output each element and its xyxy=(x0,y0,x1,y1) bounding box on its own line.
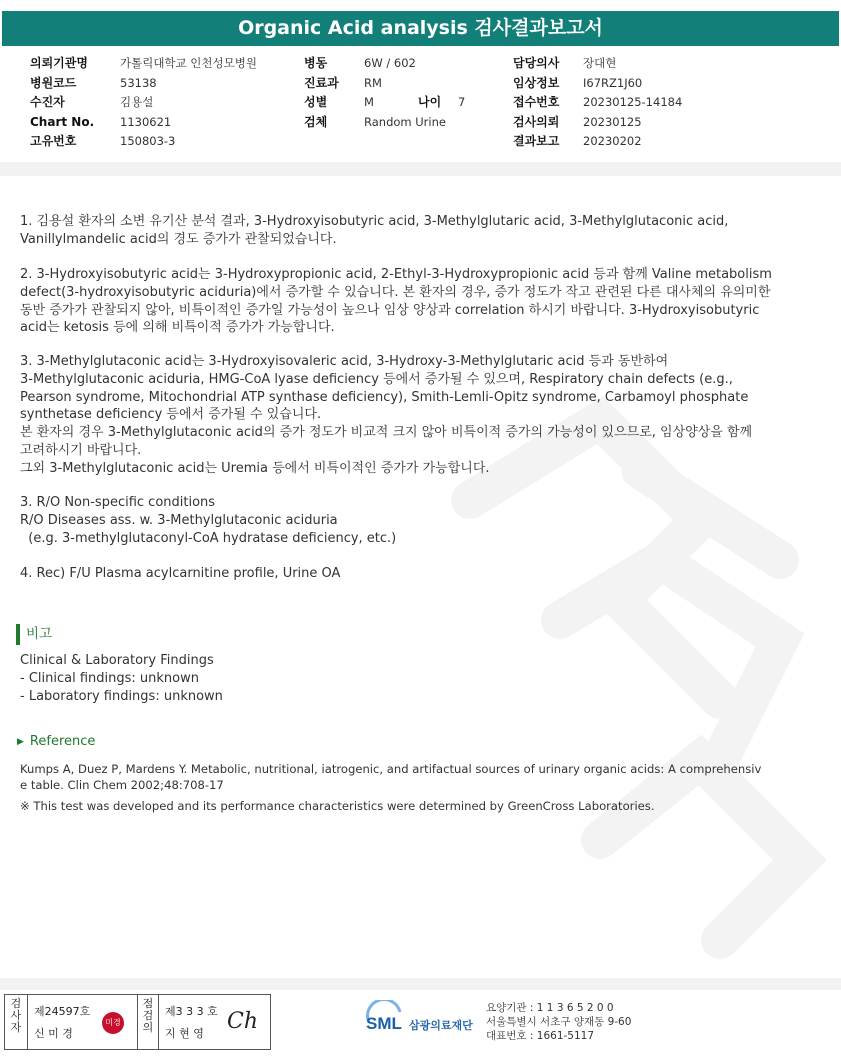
text-line: Kumps A, Duez P, Mardens Y. Metabolic, nutritional, iatrogenic, and artifactual sources of urinary organic acids: A comprehensiv xyxy=(20,762,762,776)
sml-logo xyxy=(364,1000,474,1040)
approver-info xyxy=(159,995,269,1049)
text-line: 동반 증가가 관찰되지 않아, 비특이적인 증가일 가능성이 높으나 임상 양상과 correlation 하시기 바랍니다. 3-Hydroxyisobutyric xyxy=(20,302,760,318)
signature-box xyxy=(4,994,271,1050)
age-value: 7 xyxy=(458,95,466,109)
label: 진료과 xyxy=(304,75,339,90)
tester-info xyxy=(28,995,138,1049)
text-line: acid는 ketosis 등에 의해 비특이적 증가가 가능합니다. xyxy=(20,320,335,336)
label: 병동 xyxy=(304,56,328,70)
text-line: defect(3-hydroxyisobutyric aciduria)에서 증가할 수 있습니다. 본 환자의 경우, 증가 정도가 작고 관련된 다른 대사체의 유의미한 xyxy=(20,284,771,300)
value: 53138 xyxy=(120,75,157,90)
reference-heading xyxy=(17,734,95,749)
label: 검체 xyxy=(304,114,328,129)
text-line: 본 환자의 경우 3-Methylglutaconic acid의 증가 정도가 비교적 크지 않아 비특이적 증가의 가능성이 있으므로, 임상양상을 함께 xyxy=(20,425,753,441)
section-divider xyxy=(0,162,841,176)
tester-label xyxy=(5,995,28,1049)
value: Random Urine xyxy=(364,114,446,129)
label-char: 검 xyxy=(142,1009,154,1022)
text-line: (e.g. 3-methylglutaconyl-CoA hydratase deficiency, etc.) xyxy=(20,530,397,546)
age-label: 나이 xyxy=(418,95,442,109)
label: Chart No. xyxy=(30,114,95,129)
finding-paragraph-4 xyxy=(20,494,820,547)
approver-signature: Ch xyxy=(227,1009,259,1034)
text-line: 4. Rec) F/U Plasma acylcarnitine profile, Urine OA xyxy=(20,566,341,581)
text-line: e table. Clin Chem 2002;48:708-17 xyxy=(20,778,224,792)
value: 가톨릭대학교 인천성모병원 xyxy=(120,56,257,70)
text-line: R/O Diseases ass. w. 3-Methylglutaconic aciduria xyxy=(20,512,338,528)
tester-license: 제24597호 xyxy=(34,1005,91,1018)
sml-logo-mark-icon xyxy=(364,1000,408,1040)
text-line: 요양기관 : 1 1 3 6 5 2 0 0 xyxy=(486,1002,614,1014)
label-char: 의 xyxy=(142,1021,154,1034)
tester-name: 신 미 경 xyxy=(34,1027,73,1040)
value: 150803-3 xyxy=(120,134,176,148)
finding-paragraph-5 xyxy=(20,565,820,583)
report-title: Organic Acid analysis 검사결과보고서 xyxy=(2,11,839,46)
approver-label xyxy=(138,995,159,1049)
approver-name: 지 현 영 xyxy=(165,1027,204,1040)
text-line: 3. 3-Methylglutaconic acid는 3-Hydroxyisovaleric acid, 3-Hydroxy-3-Methylglutaric acid 등과 동반하여 xyxy=(20,354,669,369)
value: 20230125 xyxy=(583,114,642,129)
footer-band xyxy=(0,978,841,990)
approver-license: 제3 3 3 호 xyxy=(165,1005,218,1018)
lab-contact-info xyxy=(486,1001,631,1043)
text-line: Pearson syndrome, Mitochondrial ATP synthase deficiency), Smith-Lemli-Opitz syndrome, Carbamoyl phosphate xyxy=(20,389,749,405)
text-line: 그외 3-Methylglutaconic acid는 Uremia 등에서 비특이적인 증가가 가능합니다. xyxy=(20,460,490,476)
text-line: 고려하시기 바랍니다. xyxy=(20,442,142,458)
label: 임상정보 xyxy=(513,75,560,90)
label: 고유번호 xyxy=(30,134,77,148)
text-line: 3. R/O Non-specific conditions xyxy=(20,495,216,510)
patient-info-col2 xyxy=(304,54,465,132)
text-line: - Laboratory findings: unknown xyxy=(20,688,223,704)
text-line: 1. 김용설 환자의 소변 유기산 분석 결과, 3-Hydroxyisobutyric acid, 3-Methylglutaric acid, 3-Methylglutaconic acid, xyxy=(20,214,729,229)
label-char: 사 xyxy=(10,1009,22,1022)
label-char: 자 xyxy=(10,1021,22,1034)
value: 20230125-14184 xyxy=(583,95,683,109)
report-header xyxy=(0,0,841,46)
value: 1130621 xyxy=(120,114,172,129)
disclaimer-note: ※ This test was developed and its performance characteristics were determined by GreenCross Laboratories. xyxy=(20,799,655,813)
value: 6W / 602 xyxy=(364,56,416,70)
patient-info-col1 xyxy=(30,54,257,152)
remarks-body xyxy=(20,652,820,705)
label: 수진자 xyxy=(30,95,65,109)
logo-text: SML xyxy=(366,1014,402,1033)
value: I67RZ1J60 xyxy=(583,75,643,90)
value: 장대현 xyxy=(583,56,617,70)
label: 의뢰기관명 xyxy=(30,56,88,70)
value: 김용설 xyxy=(120,95,154,109)
label: 담당의사 xyxy=(513,56,560,70)
label: 병원코드 xyxy=(30,75,77,90)
text-line: Vanillylmandelic acid의 경도 증가가 관찰되었습니다. xyxy=(20,231,337,247)
triangle-icon: ▶ xyxy=(17,737,24,747)
label: 접수번호 xyxy=(513,95,560,109)
label: 결과보고 xyxy=(513,134,560,148)
value: M xyxy=(364,95,374,109)
finding-paragraph-3 xyxy=(20,353,820,478)
value: 20230202 xyxy=(583,134,642,148)
label: 검사의뢰 xyxy=(513,114,560,129)
reference-heading-label: Reference xyxy=(29,734,96,749)
label: 성별 xyxy=(304,95,328,109)
text-line: - Clinical findings: unknown xyxy=(20,670,199,686)
text-line: 2. 3-Hydroxyisobutyric acid는 3-Hydroxypropionic acid, 2-Ethyl-3-Hydroxypropionic acid 등과 함께 Valine metabolism xyxy=(20,267,772,282)
text-line: Clinical & Laboratory Findings xyxy=(20,653,214,668)
value: RM xyxy=(364,75,382,90)
label-char: 점 xyxy=(142,997,154,1010)
lab-name: 삼광의료재단 xyxy=(409,1019,473,1032)
remarks-heading: 비고 xyxy=(16,624,52,645)
patient-info-col3 xyxy=(513,54,682,152)
finding-paragraph-2 xyxy=(20,266,820,337)
text-line: 3-Methylglutaconic aciduria, HMG-CoA lyase deficiency 등에서 증가될 수 있으며, Respiratory chain defects (e.g., xyxy=(20,371,733,387)
tester-stamp: 미경 xyxy=(102,1012,124,1034)
label-char: 검 xyxy=(10,997,22,1010)
finding-paragraph-1 xyxy=(20,213,820,249)
text-line: synthetase deficiency 등에서 증가될 수 있습니다. xyxy=(20,407,322,423)
text-line: 서울특별시 서초구 양재동 9-60 xyxy=(486,1016,632,1028)
reference-citation xyxy=(20,761,815,793)
text-line: 대표번호 : 1661-5117 xyxy=(486,1030,595,1042)
